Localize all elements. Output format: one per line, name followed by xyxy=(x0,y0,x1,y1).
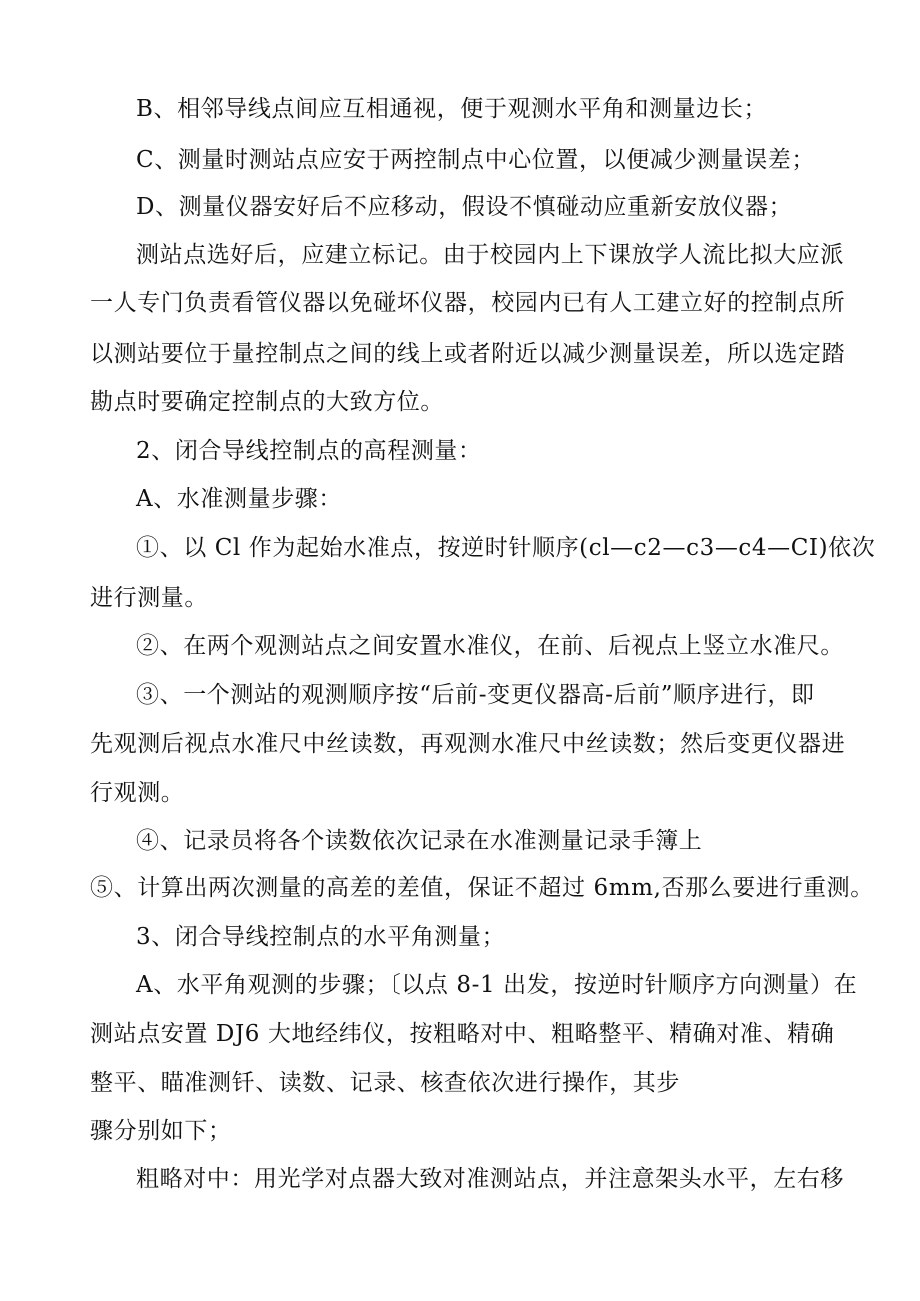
text-line: 行观测。 xyxy=(90,780,185,806)
text-line: ⑤、计算出两次测量的高差的差值，保证不超过 6mm,否那么要进行重测。 xyxy=(90,875,874,901)
section-heading: 3、闭合导线控制点的水平角测量； xyxy=(136,924,506,950)
text-line: 以测站要位于量控制点之间的线上或者附近以减少测量误差，所以选定踏 xyxy=(90,341,846,367)
text-line: 粗略对中：用光学对点器大致对准测站点，并注意架头水平，左右移 xyxy=(136,1166,844,1192)
text-line: ②、在两个观测站点之间安置水准仪，在前、后视点上竖立水准尺。 xyxy=(136,633,844,659)
text-line: 整平、瞄准测钎、读数、记录、核查依次进行操作，其步 xyxy=(90,1070,680,1096)
text-line: ③、一个测站的观测顺序按“后前-变更仪器高-后前”顺序进行，即 xyxy=(136,682,815,708)
text-line: 进行测量。 xyxy=(90,585,208,611)
text-line: D、测量仪器安好后不应移动，假设不慎碰动应重新安放仪器； xyxy=(136,194,793,220)
text-line: C、测量时测站点应安于两控制点中心位置，以便减少测量误差； xyxy=(136,147,815,173)
text-line: A、水平角观测的步骤；〔以点 8-1 出发，按逆时针顺序方向测量）在 xyxy=(136,972,858,998)
text-line: 测站点选好后，应建立标记。由于校园内上下课放学人流比拟大应派 xyxy=(136,242,844,268)
text-line: B、相邻导线点间应互相通视，便于观测水平角和测量边长； xyxy=(136,96,768,122)
text-line: ①、以 Cl 作为起始水准点，按逆时针顺序(cl—c2—c3—c4—CI)依次 xyxy=(136,535,876,561)
text-line: 骤分别如下； xyxy=(90,1118,232,1144)
section-heading: 2、闭合导线控制点的高程测量： xyxy=(136,438,482,464)
text-line: ④、记录员将各个读数依次记录在水准测量记录手簿上 xyxy=(136,828,703,854)
text-line: 一人专门负责看管仪器以免碰坏仪器，校园内已有人工建立好的控制点所 xyxy=(90,290,846,316)
text-line: 先观测后视点水准尺中丝读数，再观测水准尺中丝读数；然后变更仪器进 xyxy=(90,731,846,757)
text-line: 勘点时要确定控制点的大致方位。 xyxy=(90,389,444,415)
text-line: 测站点安置 DJ6 大地经纬仪，按粗略对中、粗略整平、精确对准、精确 xyxy=(90,1021,835,1047)
subsection-heading: A、水准测量步骤： xyxy=(136,486,343,512)
